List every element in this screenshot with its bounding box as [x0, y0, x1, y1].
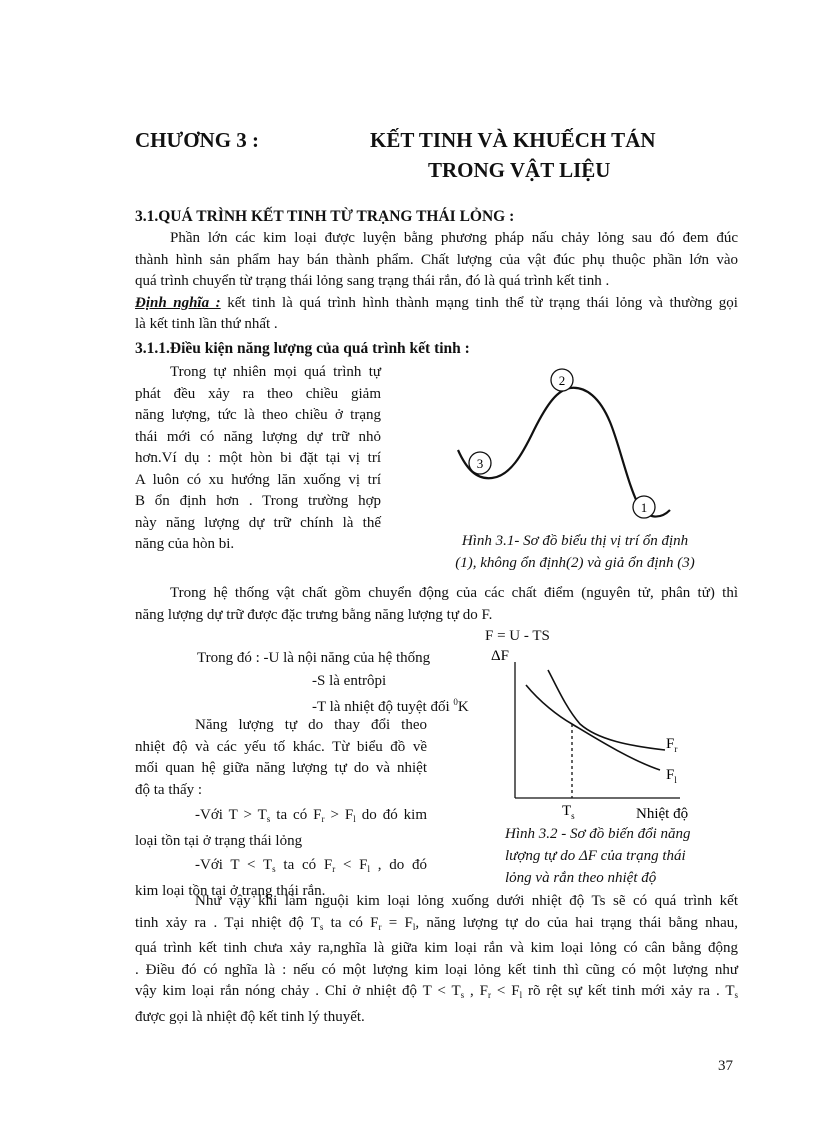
energy-line: phát đều xảy ra theo chiều giảm: [135, 385, 381, 402]
energy-line: A luôn có xu hướng lăn xuống vị trí: [135, 471, 381, 488]
section-heading: 3.1.QUÁ TRÌNH KẾT TINH TỪ TRẠNG THÁI LỎNG :: [135, 208, 515, 225]
condition-1-line2: loại tồn tại ở trạng thái lỏng: [135, 832, 303, 849]
chapter-title-line2: TRONG VẬT LIỆU: [428, 158, 611, 182]
intro-line: thành hình sản phẩm hay bán thành phẩm. Chất lượng của vật đúc phụ thuộc phần lớn vào: [135, 251, 738, 268]
stability-diagram: [440, 360, 740, 530]
def-line-2: -S là entrôpi: [312, 673, 387, 689]
energy-line: hơn.Ví dụ : một hòn bi đặt tại vị trí: [135, 450, 381, 466]
final-line: tinh xảy ra . Tại nhiệt độ $T_s$ ta có $F_r = F_l$, năng lượng tự do của hai trạng thái bằng nhau,: [135, 914, 738, 932]
fl-label: $F_l$: [666, 767, 677, 785]
final-line: vậy kim loại rắn nóng chảy . Chỉ ở nhiệt độ $T < T_s$ , $F_r < F_l$ rõ rệt sự kết tinh mới xảy ra . $T_s$: [135, 983, 738, 1000]
condition-2-line2: kim loại tồn tại ở trạng thái rắn.: [135, 882, 326, 899]
y-axis-label: ΔF: [491, 648, 509, 664]
intro-line: quá trình chuyển từ trạng thái lỏng sang trạng thái rắn, đó là quá trình kết tinh .: [135, 273, 610, 289]
definition-label: Định nghĩa :: [135, 294, 221, 311]
final-paragraph: [135, 891, 738, 1028]
final-line: được gọi là nhiệt độ kết tinh lý thuyết.: [135, 1008, 365, 1025]
intro-paragraph: [135, 228, 738, 336]
ball-3-label: 3: [476, 456, 484, 471]
caption-line: Hình 3.1- Sơ đồ biểu thị vị trí ổn định: [461, 533, 689, 549]
final-line: quá trình kết tinh chưa xảy ra,nghĩa là giữa kim loại rắn và kim loại lỏng có cân bằng động: [135, 940, 738, 956]
final-line: Như vậy khi làm nguội kim loại lỏng xuống dưới nhiệt độ Ts sẽ có quá trình kết: [195, 893, 738, 909]
free-energy-line: nhiệt độ và các yếu tố khác. Từ biểu đồ về: [135, 738, 427, 755]
energy-line: năng của hòn bi.: [135, 536, 235, 552]
final-line: . Điều đó có nghĩa là : nếu có một lượng kim loại lỏng kết tinh thì cũng có một lượng như: [135, 961, 738, 978]
formula: F = U - TS: [485, 628, 550, 644]
figure-3-2-caption: [505, 823, 735, 889]
caption-line: lượng tự do ΔF của trạng thái: [505, 848, 686, 864]
free-energy-paragraph: [135, 715, 427, 902]
energy-line: năng lượng, tức là theo chiều ở trạng: [135, 407, 381, 423]
solid-curve: [548, 670, 665, 750]
system-line: Trong hệ thống vật chất gồm chuyển động của các chất điểm (nguyên tử, phân tử) thì: [170, 585, 738, 601]
system-paragraph: [135, 583, 738, 626]
subsection-heading: 3.1.1.Điều kiện năng lượng của quá trình kết tinh :: [135, 340, 470, 357]
condition-1: -Với $T > T_s$ ta có $F_r > F_l$ do đó kim: [195, 807, 428, 824]
def-line-3: -T là nhiệt độ tuyệt đối $^0$K: [312, 697, 469, 715]
ball-2-label: 2: [558, 373, 566, 388]
energy-line: thái mới có năng lượng dự trữ nhỏ: [135, 428, 381, 445]
ts-label: $T_s$: [562, 803, 575, 821]
definition-line: Định nghĩa : kết tinh là quá trình hình thành mạng tinh thể từ trạng thái lỏng và thường gọi: [135, 294, 738, 311]
def-line-1: Trong đó : -U là nội năng của hệ thống: [197, 650, 431, 666]
definition-line: là kết tinh lần thứ nhất .: [135, 316, 278, 332]
energy-paragraph: [135, 362, 381, 556]
figure-3-1-caption: [425, 530, 725, 574]
caption-line: (1), không ổn định(2) và giả ổn định (3): [455, 555, 695, 571]
intro-line: Phần lớn các kim loại được luyện bằng phương pháp nấu chảy lỏng sau đó đem đúc: [170, 230, 738, 246]
energy-line: này năng lượng dự trữ chính là thế: [135, 514, 381, 531]
fr-label: $F_r$: [666, 736, 678, 754]
chapter-label: CHƯƠNG 3 :: [135, 128, 260, 152]
energy-line: Trong tự nhiên mọi quá trình tự: [170, 364, 381, 380]
caption-line: lỏng và rắn theo nhiệt độ: [505, 870, 657, 886]
energy-line: B ổn định hơn . Trong trường hợp: [135, 493, 381, 509]
chapter-title-line1: KẾT TINH VÀ KHUẾCH TÁN: [370, 128, 656, 152]
x-axis-label: Nhiệt độ: [636, 806, 689, 822]
condition-2: -Với $T < T_s$ ta có $F_r < F_l$ , do đó: [195, 857, 428, 874]
liquid-curve: [526, 685, 660, 770]
free-energy-chart: [470, 640, 710, 825]
free-energy-line: Năng lượng tự do thay đổi theo: [195, 717, 427, 733]
page-number: 37: [718, 1058, 733, 1074]
free-energy-line: mối quan hệ giữa năng lượng tự do và nhiệt: [135, 760, 427, 776]
caption-line: Hình 3.2 - Sơ đồ biến đổi năng: [505, 826, 691, 842]
ball-1-label: 1: [640, 500, 648, 515]
system-line: năng lượng dự trữ được đặc trưng bằng năng lượng tự do F.: [135, 606, 493, 623]
free-energy-line: độ ta thấy :: [135, 781, 203, 798]
